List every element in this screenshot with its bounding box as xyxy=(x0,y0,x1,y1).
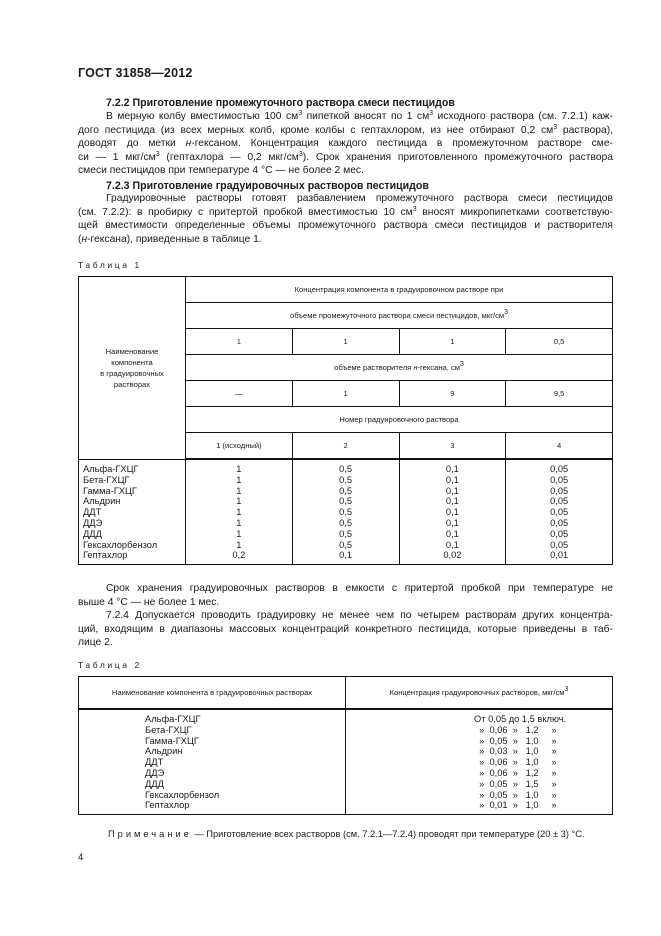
text-line: щей вместимости определенные объемы промежуточного раствора смеси пестицидов и растворителя xyxy=(78,220,613,232)
concentration-range: » 0,03 » 1,0 » xyxy=(346,746,613,757)
text-line: (см. 7.2.2): в пробирку с притертой пробкой вместимостью 10 $см^3$ вносят микропипетками соответствую- xyxy=(78,205,613,218)
component-name: ДДТ xyxy=(79,757,346,768)
solution-number-cell: 2 xyxy=(292,433,399,460)
concentration-range: » 0,01 » 1,0 » xyxy=(346,800,613,814)
value-cell: 1 xyxy=(186,459,293,475)
text-line: дого пестицида (из всех мерных колб, кроме колбы с гептахлором, из нее отбирают 0,2 $см^3$ раствора), xyxy=(78,123,613,136)
value-cell: 0,05 xyxy=(506,486,613,497)
concentration-range: От 0,05 до 1,5 включ. xyxy=(346,709,613,725)
value-cell: 0,05 xyxy=(506,540,613,551)
component-name: Гексахлорбензол xyxy=(79,540,186,551)
component-name-header: Наименование компонента в градуировочных растворах xyxy=(79,677,346,710)
solvent-volume-cell: — xyxy=(186,381,293,407)
intermediate-volume-header: объеме промежуточного раствора смеси пестицидов, мкг/$см^3$ xyxy=(186,303,613,329)
text-line: (н-гексана), приведенные в таблице 1. xyxy=(78,233,262,245)
table-1-caption: Таблица 1 xyxy=(78,260,142,270)
value-cell: 0,1 xyxy=(399,529,506,540)
value-cell: 0,5 xyxy=(292,507,399,518)
value-cell: 0,05 xyxy=(506,459,613,475)
section-7-2-3-text xyxy=(78,192,613,246)
component-name: Гептахлор xyxy=(79,550,186,564)
value-cell: 0,05 xyxy=(506,507,613,518)
value-cell: 1 xyxy=(186,540,293,551)
solvent-volume-cell: 9,5 xyxy=(506,381,613,407)
value-cell: 0,05 xyxy=(506,529,613,540)
value-cell: 0,1 xyxy=(399,507,506,518)
solvent-volume-cell: 1 xyxy=(292,381,399,407)
intermediate-volume-cell: 1 xyxy=(399,329,506,355)
solution-number-cell: 1 (исходный) xyxy=(186,433,293,460)
component-name: Бета-ГХЦГ xyxy=(79,725,346,736)
value-cell: 1 xyxy=(186,486,293,497)
text-line: ций, входящим в диапазоны массовых концентраций конкретного пестицида, которые приведены в таб- xyxy=(78,623,613,635)
solution-number-cell: 4 xyxy=(506,433,613,460)
solution-number-header: Номер градуировочного раствора xyxy=(186,407,613,433)
component-name: Альдрин xyxy=(79,496,186,507)
intermediate-volume-cell: 0,5 xyxy=(506,329,613,355)
concentration-range: » 0,05 » 1,0 » xyxy=(346,736,613,747)
table-row xyxy=(79,507,613,518)
component-name: ДДТ xyxy=(79,507,186,518)
table-2 xyxy=(78,676,613,815)
value-cell: 0,5 xyxy=(292,459,399,475)
value-cell: 0,02 xyxy=(399,550,506,564)
table-row xyxy=(79,746,613,757)
component-name: Гептахлор xyxy=(79,800,346,814)
table-row xyxy=(79,736,613,747)
component-name-header: Наименование компонента в градуировочных растворах xyxy=(79,277,186,460)
concentration-range: » 0,05 » 1,0 » xyxy=(346,790,613,801)
value-cell: 1 xyxy=(186,518,293,529)
table-row xyxy=(79,540,613,551)
value-cell: 0,05 xyxy=(506,496,613,507)
note-label: Примечание xyxy=(108,829,192,839)
value-cell: 1 xyxy=(186,475,293,486)
table-row xyxy=(79,459,613,475)
text-line: доводят до метки н-гексаном. Концентрация каждого пестицида в промежуточном растворе сме- xyxy=(78,138,613,150)
text-line: выше 4 °С — не более 1 мес. xyxy=(78,596,220,608)
text-line: Срок хранения градуировочных растворов в емкости с притертой пробкой при температуре не xyxy=(106,583,613,594)
value-cell: 0,1 xyxy=(399,459,506,475)
table-row xyxy=(79,475,613,486)
table-row xyxy=(79,790,613,801)
table-row xyxy=(79,550,613,564)
document-header: ГОСТ 31858—2012 xyxy=(78,66,193,80)
value-cell: 1 xyxy=(186,507,293,518)
page-number: 4 xyxy=(78,852,84,863)
note-text: — Приготовление всех растворов (см. 7.2.1—7.2.4) проводят при температуре (20 ± 3) °С. xyxy=(191,829,585,839)
storage-text xyxy=(78,582,613,650)
table-row xyxy=(79,757,613,768)
value-cell: 0,5 xyxy=(292,496,399,507)
component-name: Бета-ГХЦГ xyxy=(79,475,186,486)
value-cell: 1 xyxy=(186,529,293,540)
value-cell: 0,1 xyxy=(399,486,506,497)
table-row xyxy=(79,496,613,507)
text-line: смеси пестицидов при температуре 4 °С — не более 2 мес. xyxy=(78,165,364,177)
table-1 xyxy=(78,276,613,565)
concentration-range: » 0,06 » 1,2 » xyxy=(346,768,613,779)
text-line: 7.2.4 Допускается проводить градуировку не менее чем по четырем растворам других концентра- xyxy=(106,610,613,622)
solvent-volume-cell: 9 xyxy=(399,381,506,407)
solvent-volume-header: объеме растворителя н-гексана, $см^3$ xyxy=(186,355,613,381)
table-row xyxy=(79,768,613,779)
value-cell: 1 xyxy=(186,496,293,507)
value-cell: 0,2 xyxy=(186,550,293,564)
text-line: лице 2. xyxy=(78,637,113,649)
note xyxy=(108,829,585,839)
component-name: ДДЭ xyxy=(79,768,346,779)
value-cell: 0,1 xyxy=(292,550,399,564)
concentration-header: Концентрация градуировочных растворов, мкг/$см^3$ xyxy=(346,677,613,710)
component-name: ДДД xyxy=(79,529,186,540)
table-row xyxy=(79,800,613,814)
value-cell: 0,1 xyxy=(399,540,506,551)
value-cell: 0,5 xyxy=(292,540,399,551)
value-cell: 0,5 xyxy=(292,518,399,529)
text-line: Градуировочные растворы готовят разбавлением промежуточного раствора смеси пестицидов xyxy=(106,193,613,204)
table-row xyxy=(79,779,613,790)
value-cell: 0,05 xyxy=(506,475,613,486)
value-cell: 0,1 xyxy=(399,496,506,507)
concentration-header: Концентрация компонента в градуировочном растворе при xyxy=(186,277,613,303)
component-name: Альфа-ГХЦГ xyxy=(79,459,186,475)
concentration-range: » 0,05 » 1,5 » xyxy=(346,779,613,790)
section-7-2-3-title: 7.2.3 Приготовление градуировочных растворов пестицидов xyxy=(106,180,429,192)
component-name: ДДЭ xyxy=(79,518,186,529)
table-row xyxy=(79,529,613,540)
value-cell: 0,5 xyxy=(292,529,399,540)
concentration-range: » 0,06 » 1,2 » xyxy=(346,725,613,736)
value-cell: 0,5 xyxy=(292,486,399,497)
value-cell: 0,5 xyxy=(292,475,399,486)
table-2-caption: Таблица 2 xyxy=(78,660,142,670)
concentration-range: » 0,06 » 1,0 » xyxy=(346,757,613,768)
text-line: В мерную колбу вместимостью 100 $см^3$ пипеткой вносят по 1 $см^3$ исходного раствора (см. 7.2.1) каж- xyxy=(106,110,613,122)
intermediate-volume-cell: 1 xyxy=(186,329,293,355)
intermediate-volume-cell: 1 xyxy=(292,329,399,355)
section-7-2-2-text xyxy=(78,110,613,178)
component-name: Гексахлорбензол xyxy=(79,790,346,801)
value-cell: 0,01 xyxy=(506,550,613,564)
component-name: Альдрин xyxy=(79,746,346,757)
table-row xyxy=(79,709,613,725)
component-name: Гамма-ГХЦГ xyxy=(79,486,186,497)
solution-number-cell: 3 xyxy=(399,433,506,460)
value-cell: 0,1 xyxy=(399,518,506,529)
value-cell: 0,05 xyxy=(506,518,613,529)
table-row xyxy=(79,486,613,497)
component-name: Альфа-ГХЦГ xyxy=(79,709,346,725)
value-cell: 0,1 xyxy=(399,475,506,486)
table-row xyxy=(79,518,613,529)
section-7-2-2-title: 7.2.2 Приготовление промежуточного раствора смеси пестицидов xyxy=(106,97,455,109)
component-name: ДДД xyxy=(79,779,346,790)
table-row xyxy=(79,725,613,736)
component-name: Гамма-ГХЦГ xyxy=(79,736,346,747)
text-line: си — 1 мкг/$см^3$ (гептахлора — 0,2 мкг/$см^3$). Срок хранения приготовленного промежуточного раствора xyxy=(78,150,613,163)
